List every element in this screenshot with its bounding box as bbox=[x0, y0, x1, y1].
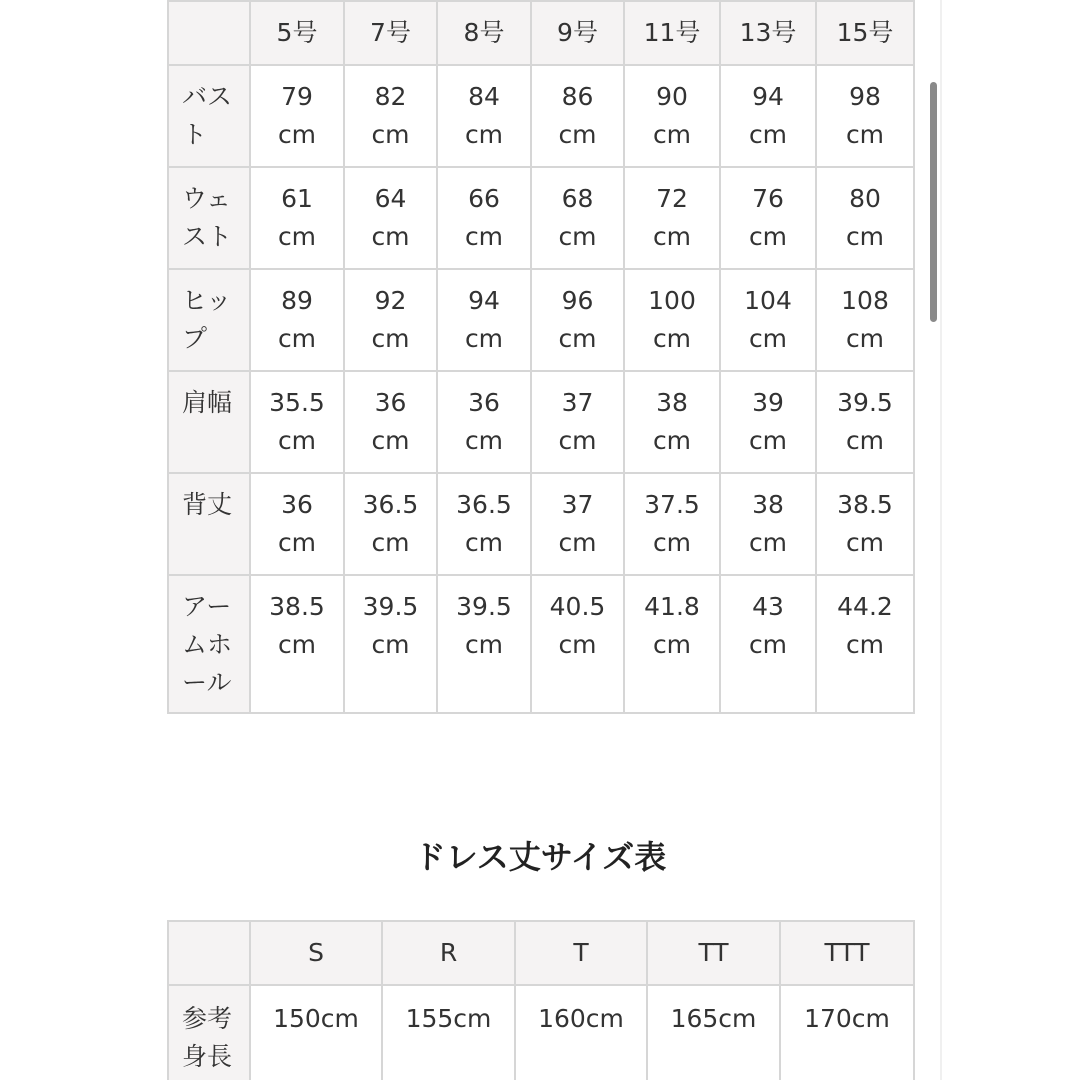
row-header bbox=[168, 269, 250, 371]
dress-table-corner-cell bbox=[168, 921, 250, 985]
height-cell: 160cm bbox=[515, 985, 647, 1080]
measurement-unit: cm bbox=[845, 324, 885, 353]
size-table-body bbox=[168, 65, 914, 713]
measurement-cell bbox=[531, 65, 624, 167]
measurement-unit: cm bbox=[277, 120, 317, 149]
measurement-cell bbox=[250, 575, 344, 713]
column-header: 7号 bbox=[344, 1, 437, 65]
measurement-unit: cm bbox=[748, 426, 788, 455]
measurement-value: 36.5 bbox=[456, 490, 512, 519]
measurement-value: 36.5 bbox=[362, 490, 419, 519]
measurement-unit: cm bbox=[558, 630, 597, 659]
table-row bbox=[168, 371, 914, 473]
measurement-unit: cm bbox=[371, 120, 410, 149]
measurement-value: 76 bbox=[752, 184, 784, 213]
column-header: S bbox=[250, 921, 382, 985]
measurement-unit: cm bbox=[371, 222, 410, 251]
measurement-unit: cm bbox=[464, 630, 504, 659]
measurement-value: 37 bbox=[561, 388, 594, 417]
measurement-value: 96 bbox=[561, 286, 594, 315]
measurement-cell bbox=[250, 473, 344, 575]
measurement-cell bbox=[437, 575, 531, 713]
row-label: アームホール bbox=[182, 592, 233, 697]
height-cell: 170cm bbox=[780, 985, 914, 1080]
measurement-cell bbox=[720, 473, 816, 575]
measurement-value: 92 bbox=[374, 286, 407, 315]
measurement-unit: cm bbox=[558, 426, 597, 455]
measurement-cell bbox=[816, 65, 914, 167]
measurement-cell bbox=[250, 167, 344, 269]
measurement-unit: cm bbox=[371, 324, 410, 353]
measurement-value: 108 bbox=[841, 286, 889, 315]
measurement-value: 90 bbox=[656, 82, 688, 111]
table-row bbox=[168, 575, 914, 713]
table-row bbox=[168, 269, 914, 371]
measurement-cell bbox=[344, 65, 437, 167]
measurement-value: 86 bbox=[561, 82, 594, 111]
column-header: 5号 bbox=[250, 1, 344, 65]
measurement-cell bbox=[437, 65, 531, 167]
row-header bbox=[168, 167, 250, 269]
measurement-value: 40.5 bbox=[549, 592, 606, 621]
measurement-cell bbox=[344, 269, 437, 371]
measurement-cell bbox=[720, 65, 816, 167]
measurement-cell bbox=[816, 371, 914, 473]
measurement-cell bbox=[344, 371, 437, 473]
measurement-unit: cm bbox=[464, 324, 504, 353]
size-table-header-row bbox=[168, 1, 914, 65]
measurement-value: 66 bbox=[468, 184, 500, 213]
scrollbar-thumb[interactable] bbox=[930, 82, 937, 322]
measurement-cell bbox=[250, 269, 344, 371]
dress-table-body bbox=[168, 985, 914, 1080]
measurement-unit: cm bbox=[558, 120, 597, 149]
measurement-unit: cm bbox=[652, 630, 692, 659]
measurement-cell bbox=[816, 269, 914, 371]
measurement-unit: cm bbox=[277, 222, 317, 251]
measurement-unit: cm bbox=[277, 426, 317, 455]
section-title: ドレス丈サイズ表 bbox=[413, 838, 667, 876]
column-header: TTT bbox=[780, 921, 914, 985]
measurement-cell bbox=[531, 575, 624, 713]
measurement-cell bbox=[816, 575, 914, 713]
measurement-unit: cm bbox=[558, 528, 597, 557]
measurement-cell bbox=[720, 371, 816, 473]
measurement-cell bbox=[250, 371, 344, 473]
measurement-cell bbox=[720, 167, 816, 269]
measurement-value: 68 bbox=[561, 184, 594, 213]
measurement-unit: cm bbox=[277, 324, 317, 353]
measurement-unit: cm bbox=[652, 426, 692, 455]
measurement-value: 37.5 bbox=[644, 490, 700, 519]
measurement-unit: cm bbox=[464, 426, 504, 455]
row-label: ウェスト bbox=[182, 184, 233, 251]
measurement-value: 94 bbox=[468, 286, 500, 315]
measurement-unit: cm bbox=[845, 222, 885, 251]
measurement-cell bbox=[816, 167, 914, 269]
measurement-cell bbox=[531, 371, 624, 473]
column-header: 15号 bbox=[816, 1, 914, 65]
measurement-unit: cm bbox=[558, 222, 597, 251]
column-header: R bbox=[382, 921, 515, 985]
measurement-value: 104 bbox=[744, 286, 792, 315]
measurement-unit: cm bbox=[277, 630, 317, 659]
height-cell: 165cm bbox=[647, 985, 780, 1080]
row-label: 肩幅 bbox=[182, 388, 233, 417]
table-row bbox=[168, 167, 914, 269]
height-cell: 155cm bbox=[382, 985, 515, 1080]
measurement-unit: cm bbox=[371, 426, 410, 455]
measurement-cell bbox=[624, 269, 720, 371]
dress-length-table bbox=[167, 920, 915, 1080]
measurement-cell bbox=[624, 371, 720, 473]
measurement-unit: cm bbox=[464, 120, 504, 149]
column-header: 13号 bbox=[720, 1, 816, 65]
measurement-value: 61 bbox=[281, 184, 313, 213]
measurement-value: 79 bbox=[281, 82, 313, 111]
measurement-unit: cm bbox=[748, 120, 788, 149]
measurement-value: 82 bbox=[374, 82, 407, 111]
measurement-value: 38.5 bbox=[269, 592, 325, 621]
row-label: 参考身長 bbox=[182, 1004, 233, 1071]
measurement-value: 37 bbox=[561, 490, 594, 519]
measurement-value: 98 bbox=[849, 82, 881, 111]
measurement-unit: cm bbox=[748, 528, 788, 557]
measurement-unit: cm bbox=[652, 324, 692, 353]
row-label: バスト bbox=[182, 82, 233, 149]
measurement-unit: cm bbox=[845, 528, 885, 557]
measurement-unit: cm bbox=[652, 528, 692, 557]
measurement-unit: cm bbox=[371, 630, 410, 659]
size-table bbox=[167, 0, 915, 714]
measurement-unit: cm bbox=[748, 222, 788, 251]
measurement-value: 72 bbox=[656, 184, 688, 213]
measurement-value: 38 bbox=[656, 388, 688, 417]
measurement-cell bbox=[437, 269, 531, 371]
column-header: TT bbox=[647, 921, 780, 985]
column-header: 9号 bbox=[531, 1, 624, 65]
measurement-value: 43 bbox=[752, 592, 784, 621]
measurement-unit: cm bbox=[845, 630, 885, 659]
measurement-value: 39.5 bbox=[837, 388, 893, 417]
measurement-unit: cm bbox=[652, 120, 692, 149]
page-edge-divider bbox=[940, 0, 942, 1080]
measurement-cell bbox=[816, 473, 914, 575]
size-table-corner-cell bbox=[168, 1, 250, 65]
measurement-value: 89 bbox=[281, 286, 313, 315]
table-row bbox=[168, 473, 914, 575]
measurement-cell bbox=[720, 575, 816, 713]
height-cell: 150cm bbox=[250, 985, 382, 1080]
dress-table-header-row bbox=[168, 921, 914, 985]
measurement-value: 36 bbox=[281, 490, 313, 519]
measurement-cell bbox=[624, 167, 720, 269]
measurement-cell bbox=[437, 371, 531, 473]
row-label: 背丈 bbox=[182, 490, 233, 519]
row-label: ヒップ bbox=[182, 286, 232, 353]
measurement-cell bbox=[624, 65, 720, 167]
measurement-unit: cm bbox=[464, 528, 504, 557]
row-header bbox=[168, 473, 250, 575]
measurement-cell bbox=[720, 269, 816, 371]
measurement-cell bbox=[531, 167, 624, 269]
table-row bbox=[168, 65, 914, 167]
row-header bbox=[168, 65, 250, 167]
measurement-value: 39.5 bbox=[362, 592, 419, 621]
measurement-value: 44.2 bbox=[837, 592, 893, 621]
measurement-unit: cm bbox=[277, 528, 317, 557]
measurement-cell bbox=[437, 473, 531, 575]
measurement-unit: cm bbox=[748, 324, 788, 353]
measurement-value: 36 bbox=[468, 388, 500, 417]
measurement-cell bbox=[344, 167, 437, 269]
measurement-cell bbox=[437, 167, 531, 269]
measurement-unit: cm bbox=[371, 528, 410, 557]
measurement-cell bbox=[344, 575, 437, 713]
row-header bbox=[168, 985, 250, 1080]
row-header bbox=[168, 575, 250, 713]
measurement-cell bbox=[344, 473, 437, 575]
row-header bbox=[168, 371, 250, 473]
measurement-unit: cm bbox=[845, 120, 885, 149]
measurement-value: 84 bbox=[468, 82, 500, 111]
measurement-cell bbox=[531, 473, 624, 575]
measurement-unit: cm bbox=[558, 324, 597, 353]
measurement-value: 36 bbox=[374, 388, 407, 417]
measurement-unit: cm bbox=[748, 630, 788, 659]
column-header: T bbox=[515, 921, 647, 985]
measurement-value: 94 bbox=[752, 82, 784, 111]
column-header: 11号 bbox=[624, 1, 720, 65]
measurement-value: 64 bbox=[374, 184, 407, 213]
measurement-cell bbox=[624, 575, 720, 713]
measurement-cell bbox=[531, 269, 624, 371]
measurement-value: 39 bbox=[752, 388, 784, 417]
column-header: 8号 bbox=[437, 1, 531, 65]
measurement-value: 38.5 bbox=[837, 490, 893, 519]
table-row bbox=[168, 985, 914, 1080]
measurement-unit: cm bbox=[845, 426, 885, 455]
measurement-value: 38 bbox=[752, 490, 784, 519]
measurement-value: 39.5 bbox=[456, 592, 512, 621]
measurement-value: 35.5 bbox=[269, 388, 325, 417]
measurement-value: 80 bbox=[849, 184, 881, 213]
measurement-value: 41.8 bbox=[644, 592, 700, 621]
measurement-cell bbox=[250, 65, 344, 167]
measurement-unit: cm bbox=[652, 222, 692, 251]
measurement-unit: cm bbox=[464, 222, 504, 251]
measurement-cell bbox=[624, 473, 720, 575]
measurement-value: 100 bbox=[648, 286, 696, 315]
